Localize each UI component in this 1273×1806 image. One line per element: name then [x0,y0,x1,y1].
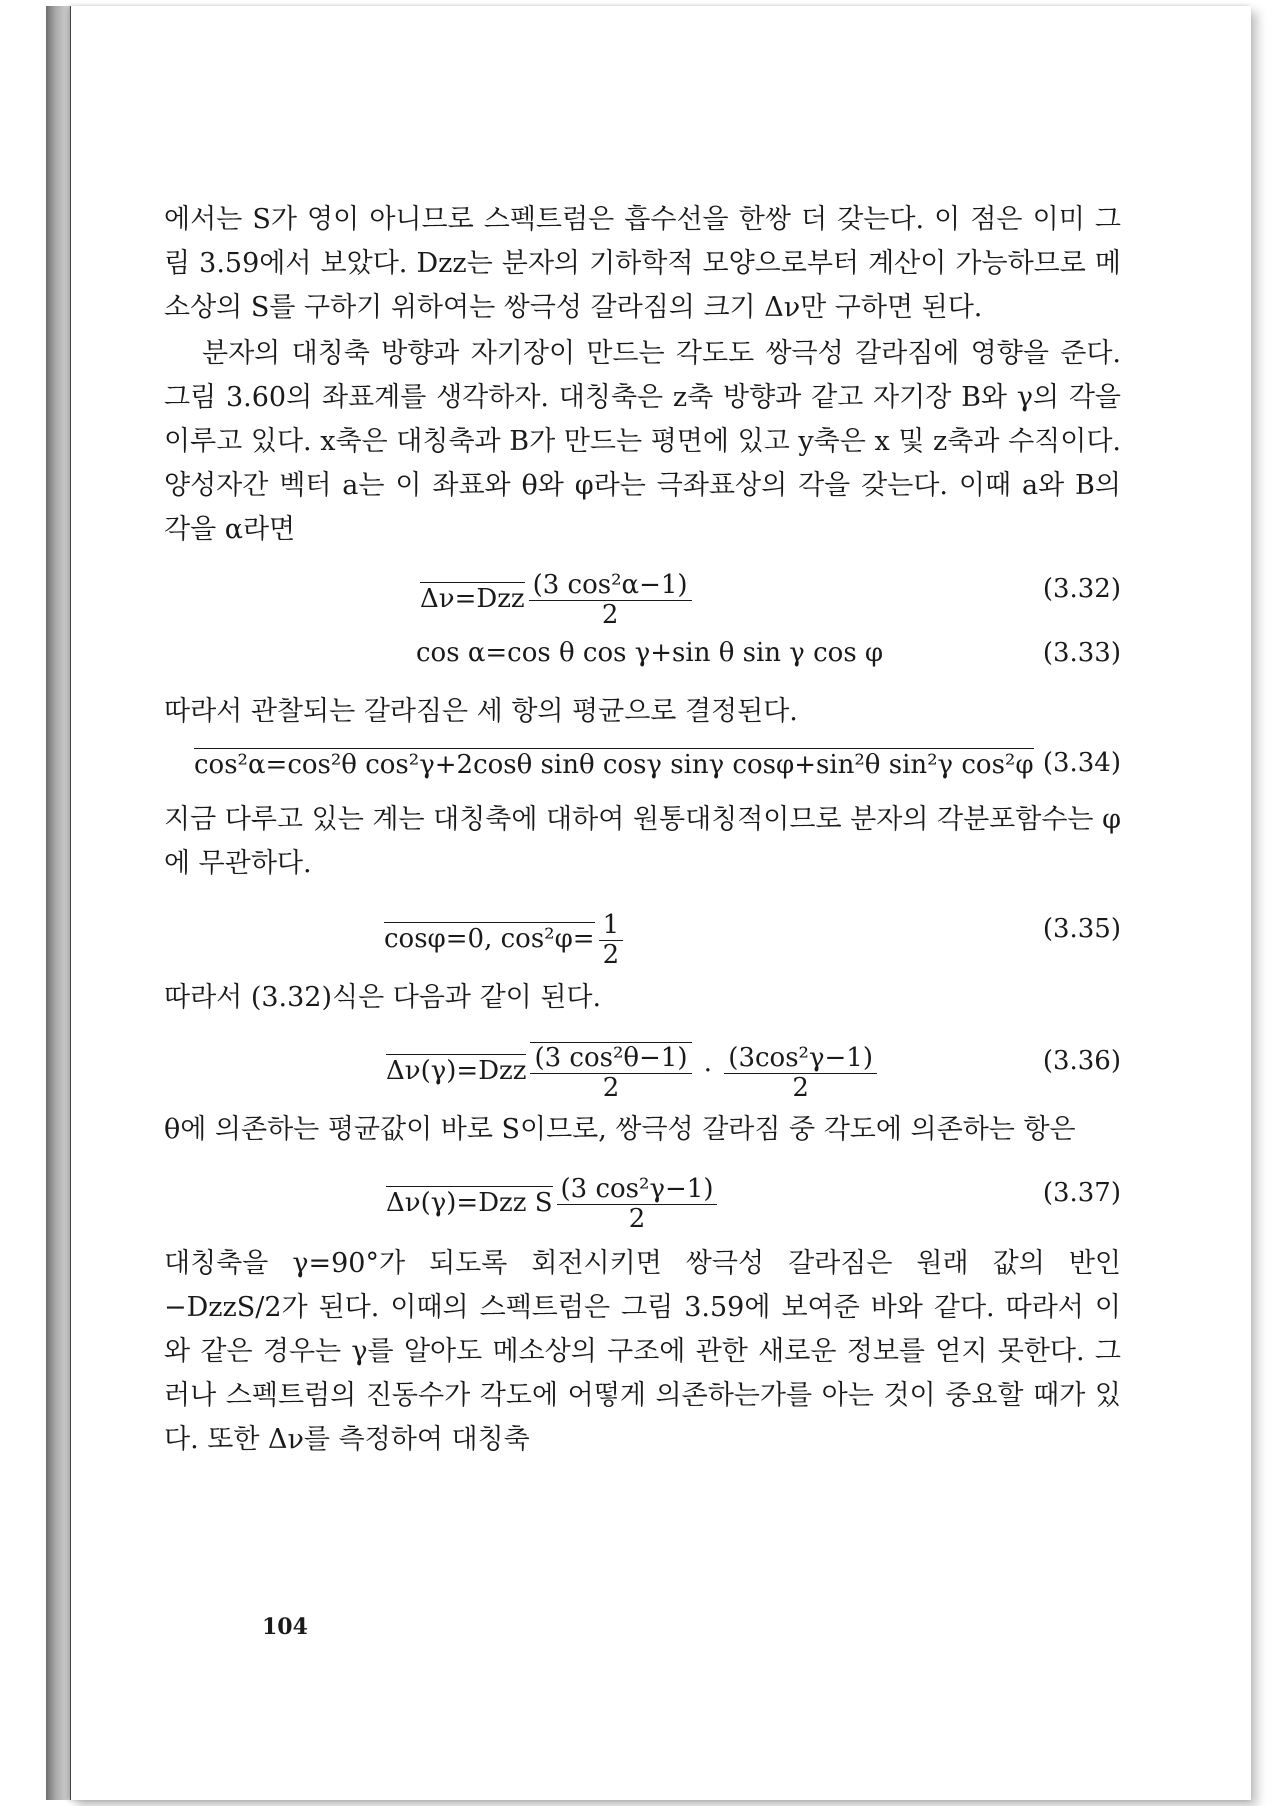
equation-3-37 [164,1166,1121,1234]
eq36-dot: · [703,1056,713,1086]
eq33-number: (3.33) [1042,638,1121,668]
eq37-lhs: Δν(γ)=Dzz S [386,1187,553,1218]
paragraph-3: 따라서 관찰되는 갈라짐은 세 항의 평균으로 결정된다. [164,696,798,727]
eq32-lhs: Δν=Dzz [420,583,525,614]
eq34-body: cos²α=cos²θ cos²γ+2cosθ sinθ cosγ sinγ cosφ+sin²θ sin²γ cos²φ [194,750,1034,780]
eq36-number: (3.36) [1042,1046,1121,1076]
page-number: 104 [262,1614,308,1640]
eq37-numerator: (3 cos²γ−1) [557,1174,718,1205]
eq37-number: (3.37) [1042,1178,1121,1208]
paragraph-6: θ에 의존하는 평균값이 바로 S이므로, 쌍극성 갈라짐 중 각도에 의존하는 항은 [164,1114,1076,1145]
equation-3-34 [164,744,1121,788]
paragraph-1: 에서는 S가 영이 아니므로 스펙트럼은 흡수선을 한쌍 더 갖는다. 이 점은 이미 그림 3.59에서 보았다. Dzz는 분자의 기하학적 모양으로부터 계산이 가능하므로 메소상의 S를 구하기 위하여는 쌍극성 갈라짐의 크기 Δν만 구하면 된다. [164,204,1121,323]
eq36-denominator-2: 2 [792,1072,809,1103]
eq36-numerator-1: (3 cos²θ−1) [530,1042,691,1074]
eq34-number: (3.34) [1042,748,1121,778]
eq37-fraction [557,1174,718,1233]
eq36-fraction-2 [724,1043,877,1102]
equation-3-32 [164,562,1121,630]
eq35-fraction [599,910,624,969]
eq36-denominator-1: 2 [602,1073,620,1103]
eq35-denominator: 2 [602,940,620,970]
eq37-denominator: 2 [628,1204,646,1234]
page-content [164,198,1121,1462]
paragraph-2: 분자의 대칭축 방향과 자기장이 만드는 각도도 쌍극성 갈라짐에 영향을 준다. 그림 3.60의 좌표계를 생각하자. 대칭축은 z축 방향과 같고 자기장 B와 γ의 각을 이루고 있다. x축은 대칭축과 B가 만드는 평면에 있고 y축은 x 및 z축과 수직이다. 양성자간 벡터 a는 이 좌표와 θ와 φ라는 극좌표상의 각을 갖는다. 이때 a와 B의 각을 α라면 [164,338,1121,545]
eq33-body: cos α=cos θ cos γ+sin θ sin γ cos φ [416,638,884,668]
paragraph-4: 지금 다루고 있는 계는 대칭축에 대하여 원통대칭적이므로 분자의 각분포함수는 φ에 무관하다. [164,804,1121,879]
paragraph-7: 대칭축을 γ=90°가 되도록 회전시키면 쌍극성 갈라짐은 원래 값의 반인 −DzzS/2가 된다. 이때의 스펙트럼은 그림 3.59에 보여준 바와 같다. 따라서 이와 같은 경우는 γ를 알아도 메소상의 구조에 관한 새로운 정보를 얻지 못한다. 그러나 스펙트럼의 진동수가 각도에 어떻게 의존하는가를 아는 것이 중요할 때가 있다. 또한 Δν를 측정하여 대칭축 [164,1248,1121,1455]
eq32-numerator: (3 cos²α−1) [529,570,692,601]
eq36-lhs: Δν(γ)=Dzz [386,1056,527,1086]
equation-3-35 [164,902,1121,970]
equation-3-33 [164,636,1121,680]
eq35-number: (3.35) [1042,914,1121,944]
eq32-number: (3.32) [1042,574,1121,604]
eq36-numerator-2: (3cos²γ−1) [724,1043,877,1074]
eq32-fraction [529,570,692,629]
equation-3-36 [164,1034,1121,1103]
book-spine [46,6,70,1800]
eq36-fraction-1 [530,1042,691,1102]
eq35-lhs: cosφ=0, cos²φ= [384,923,595,954]
eq35-numerator: 1 [599,910,624,941]
paragraph-5: 따라서 (3.32)식은 다음과 같이 된다. [164,982,602,1013]
eq32-denominator: 2 [601,600,619,630]
